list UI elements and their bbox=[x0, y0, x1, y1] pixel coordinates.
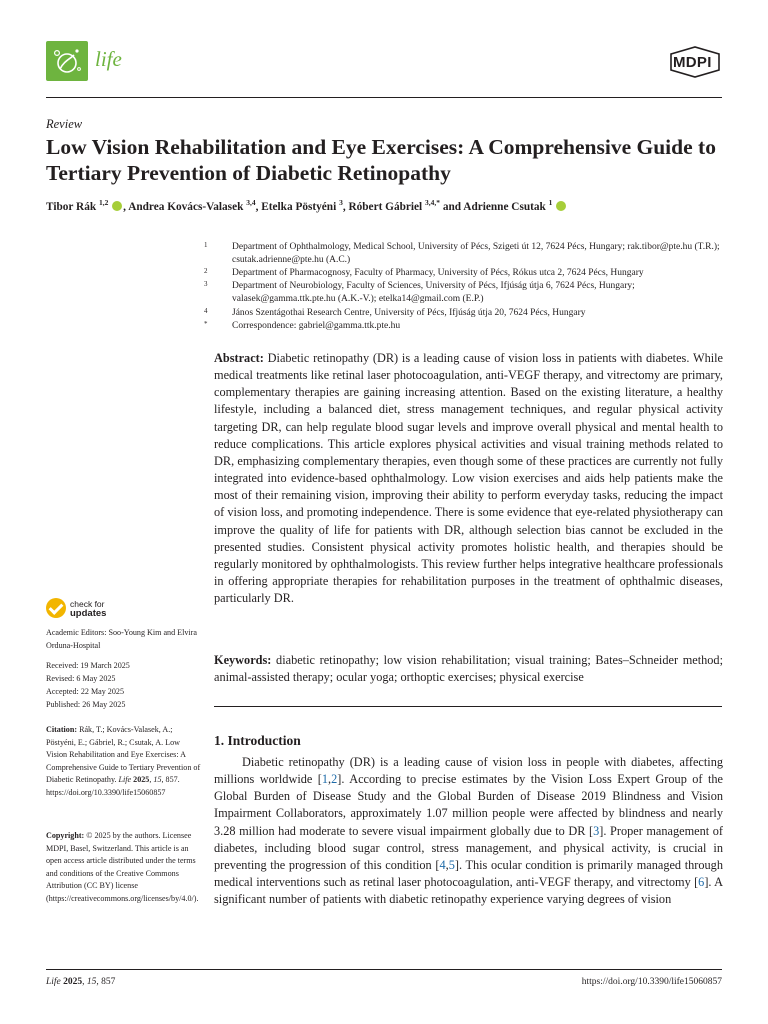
article-title: Low Vision Rehabilitation and Eye Exercises: A Comprehensive Guide to Tertiary Prevention of Diabetic Retinopathy bbox=[46, 135, 716, 185]
citation-doi[interactable]: , 857. https://doi.org/10.3390/life15060857 bbox=[46, 775, 180, 797]
citation-label: Citation: bbox=[46, 725, 78, 734]
copyright bbox=[46, 830, 201, 906]
footer-rule bbox=[46, 969, 722, 970]
publisher-name: MDPI bbox=[673, 54, 712, 71]
published-date: Published: 26 May 2025 bbox=[46, 700, 126, 709]
intro-text: ]. According to precise estimates by the Vision Loss Expert Group of the Global Burden of Disease Study and the Global Burden of Disease 2019 Blindness and Vision Impairment Collaborators, approximately 1.07 million people were affected by blindness and nearly 3.28 million had moderate to severe visual impairment globally due to DR [ bbox=[214, 772, 723, 838]
abstract-label: Abstract: bbox=[214, 351, 264, 365]
reference-link[interactable]: 2 bbox=[331, 772, 338, 787]
author-name[interactable]: Andrea Kovács-Valasek bbox=[128, 200, 244, 213]
footer-article: , 857 bbox=[96, 977, 116, 987]
orcid-icon[interactable] bbox=[112, 201, 122, 211]
copyright-text: © 2025 by the authors. Licensee MDPI, Basel, Switzerland. This article is an open access article distributed under the terms and conditions of the Creative Commons Attribution (CC BY) license (https://creativecommons.org/licenses/by/4.0/). bbox=[46, 831, 199, 903]
affiliation-text: Correspondence: gabriel@gamma.ttk.pte.hu bbox=[232, 321, 401, 331]
author-separator: and bbox=[440, 200, 464, 213]
footer-doi-link[interactable]: https://doi.org/10.3390/life15060857 bbox=[581, 977, 722, 987]
author-list bbox=[46, 198, 736, 213]
affiliation-text: Department of Ophthalmology, Medical School, University of Pécs, Szigeti út 12, 7624 Pécs, Hungary; rak.tibor@pte.hu (T.R.); csutak.adrienne@pte.hu (A.C.) bbox=[232, 242, 720, 265]
intro-text: , bbox=[328, 772, 332, 787]
reference-link[interactable]: 4 bbox=[439, 857, 446, 872]
affiliation-number: * bbox=[204, 320, 208, 328]
intro-text: ]. A significant number of patients with diabetic retinopathy experience varying degrees of vision bbox=[214, 875, 723, 907]
check-for-updates-icon[interactable] bbox=[46, 598, 66, 618]
intro-paragraph bbox=[214, 754, 723, 908]
author-name[interactable]: Etelka Pöstyéni bbox=[261, 200, 337, 213]
affiliation-text: János Szentágothai Research Centre, University of Pécs, Ifjúság útja 20, 7624 Pécs, Hungary bbox=[232, 308, 586, 318]
journal-name[interactable]: life bbox=[95, 47, 122, 71]
copyright-label: Copyright: bbox=[46, 831, 85, 840]
intro-text: ]. This ocular condition is primarily managed through medical interventions such as retinal laser photocoagulation, anti-VEGF therapy, and vitrectomy [ bbox=[214, 857, 723, 890]
citation-year: 2025 bbox=[133, 775, 150, 785]
mdpi-logo[interactable] bbox=[667, 46, 723, 78]
section-heading: 1. Introduction bbox=[214, 733, 301, 748]
check-updates-line2[interactable]: updates bbox=[70, 608, 107, 619]
article-type: Review bbox=[46, 117, 83, 131]
author-affiliation-sup: 3,4 bbox=[246, 198, 256, 207]
citation-journal: Life bbox=[118, 775, 132, 785]
revised-date: Revised: 6 May 2025 bbox=[46, 674, 116, 683]
footer-citation: Life 2025, 15, 857 bbox=[46, 977, 116, 987]
affiliation-text: Department of Pharmacognosy, Faculty of Pharmacy, University of Pécs, Rókus utca 2, 7624 Pécs, Hungary bbox=[232, 268, 644, 278]
received-date: Received: 19 March 2025 bbox=[46, 661, 130, 670]
affiliation-number: 2 bbox=[204, 267, 208, 275]
footer-journal: Life bbox=[46, 977, 61, 987]
citation-text: Rák, T.; Kovács-Valasek, A.; Pöstyéni, E.; Gábriel, R.; Csutak, A. Low Vision Rehabilitation and Eye Exercises: A Comprehensive Guide to Tertiary Prevention of Diabetic Retinopathy. bbox=[46, 725, 201, 785]
abstract bbox=[214, 350, 723, 607]
reference-link[interactable]: 1 bbox=[321, 772, 329, 787]
footer-year: 2025 bbox=[63, 977, 83, 987]
section-rule bbox=[214, 706, 722, 707]
affiliation-number: 4 bbox=[204, 307, 208, 315]
affiliation-text: Department of Neurobiology, Faculty of Sciences, University of Pécs, Ifjúság útja 6, 7624 Pécs, Hungary; valasek@gamma.ttk.pte.hu (A.K.-V.); etelka14@gmail.com (E.P.) bbox=[232, 281, 635, 304]
intro-text: , bbox=[445, 857, 449, 872]
author-name[interactable]: Tibor Rák bbox=[46, 200, 97, 213]
affiliation-number: 3 bbox=[204, 280, 208, 288]
academic-editors bbox=[46, 627, 201, 652]
abstract-text: Diabetic retinopathy (DR) is a leading cause of vision loss in patients with diabetes. While medical treatments like retinal laser photocoagulation, anti-VEGF therapy, and vitrectomy are primary, complementary therapies are gaining increasing attention. Based on the existing literature, a healthy lifestyle, including a balanced diet, stress management techniques, and regular physical activity targeting DR, can help regulate blood sugar levels and improve overall physical and mental health to reduce complications. This article explores physical activities and visual training methods related to DR, emphasizing complementary therapies, even though some of these practices are currently not fully integrated into evidence-based ophthalmology. Low vision exercises and aids help patients make the most of their remaining vision, improving their ability to perform everyday tasks, reducing the impact of vision loss, and promoting independence. There is some evidence that eye-related physiotherapy can improve the quality of life for patients with DR, although selection bias cannot be excluded in the presented studies. Consistent physical activity promotes holistic health, and therapies should be regularly monitored by ophthalmologists. This review further helps integrative healthcare professionals in offering appropriate therapies for rehabilitation purposes in the treatment of ophthalmic diseases, particularly DR. bbox=[214, 351, 724, 606]
editors-names: Soo-Young Kim and Elvira Orduna-Hospital bbox=[46, 628, 197, 650]
keywords-text: diabetic retinopathy; low vision rehabilitation; visual training; Bates–Schneider method; animal-assisted therapy; ocular yoga; orthoptic exercises; physical exercise bbox=[214, 653, 723, 685]
reference-link[interactable]: 3 bbox=[593, 823, 600, 838]
author-name[interactable]: Róbert Gábriel bbox=[348, 200, 423, 213]
author-affiliation-sup: 1 bbox=[548, 198, 553, 207]
author-affiliation-sup: 3,4,* bbox=[425, 198, 441, 207]
keywords-label: Keywords: bbox=[214, 653, 272, 667]
editors-label: Academic Editors: bbox=[46, 628, 107, 637]
footer-volume: 15 bbox=[86, 977, 97, 987]
intro-text: Diabetic retinopathy (DR) is a leading cause of vision loss in people with diabetes, affecting millions worldwide [ bbox=[214, 755, 723, 787]
author-separator: , bbox=[255, 200, 262, 213]
accepted-date: Accepted: 22 May 2025 bbox=[46, 687, 124, 696]
citation-volume: 15 bbox=[153, 775, 162, 785]
orcid-icon[interactable] bbox=[556, 201, 566, 211]
reference-link[interactable]: 5 bbox=[448, 857, 455, 872]
reference-link[interactable]: 6 bbox=[698, 875, 705, 890]
intro-text: ]. Proper management of diabetes, including blood sugar control, stress management, and physical activity, is crucial in preventing the progression of this condition [ bbox=[214, 823, 723, 872]
journal-logo-icon bbox=[46, 41, 88, 81]
citation: Citation: Rák, T.; Kovács-Valasek, A.; Pöstyéni, E.; Gábriel, R.; Csutak, A. Low Vision Rehabilitation and Eye Exercises: A Comprehensive Guide to Tertiary Prevention of Diabetic Retinopathy. Life 2025, 15, 857. https://doi.org/10.3390/life15060857 bbox=[46, 725, 201, 797]
check-updates-line1[interactable]: check for bbox=[70, 599, 105, 609]
keywords bbox=[214, 652, 723, 686]
header-rule bbox=[46, 97, 722, 98]
author-separator: , bbox=[342, 200, 349, 213]
author-name[interactable]: Adrienne Csutak bbox=[463, 200, 546, 213]
author-affiliation-sup: 1,2 bbox=[98, 198, 109, 207]
author-separator: , bbox=[123, 200, 129, 213]
author-affiliation-sup: 3 bbox=[339, 198, 343, 207]
affiliation-number: 1 bbox=[204, 241, 208, 249]
